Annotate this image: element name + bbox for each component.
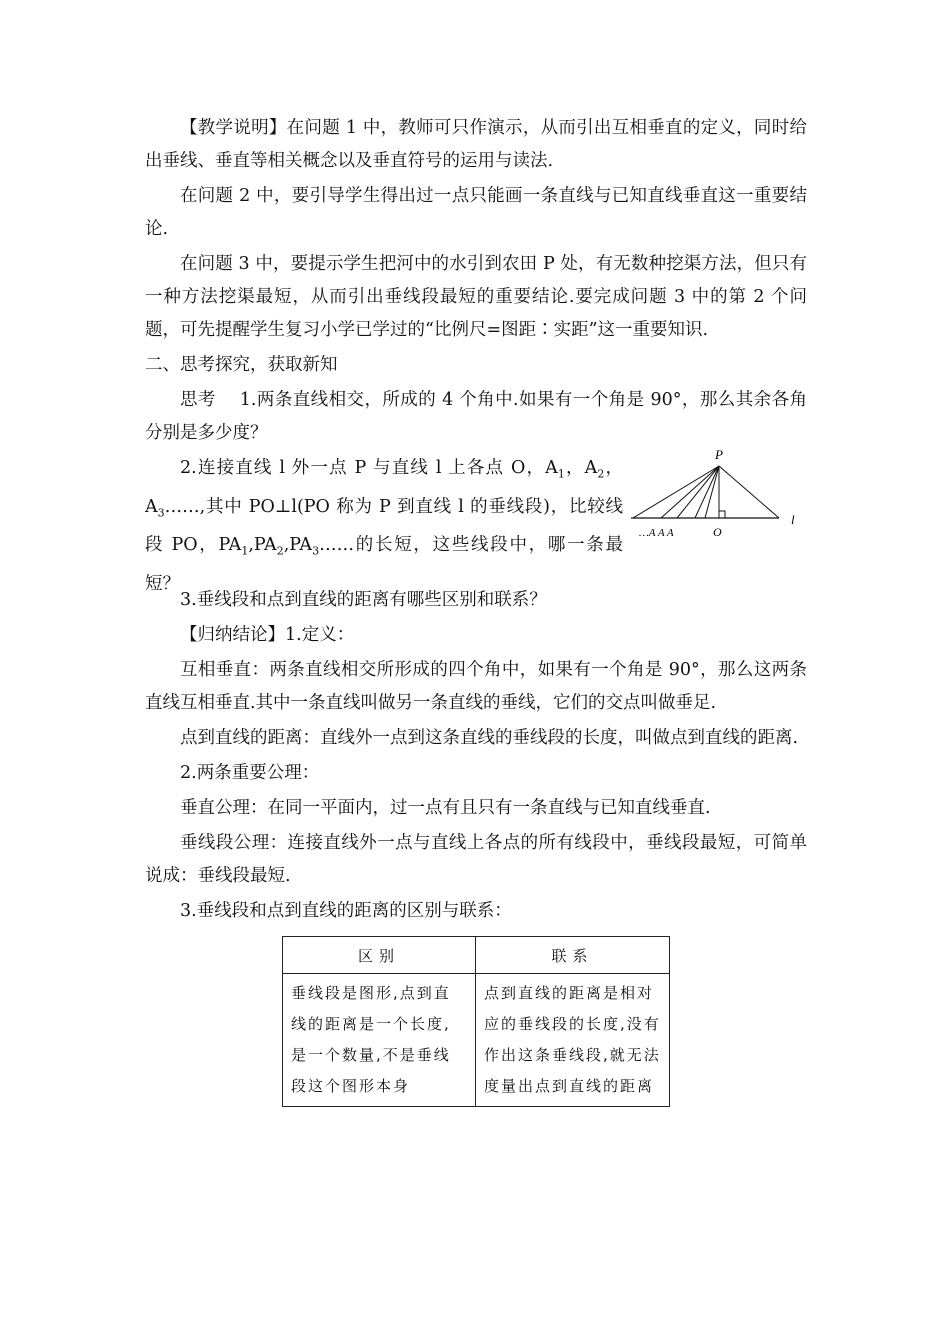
axiom-perpendicular: 垂直公理：在同一平面内，过一点有且只有一条直线与已知直线垂直.: [180, 798, 711, 818]
cell-connection: 点到直线的距离是相对应的垂线段的长度,没有作出这条垂线段,就无法度量出点到直线的距离: [476, 974, 670, 1107]
q2-text-3: ，A: [145, 458, 624, 517]
comparison-heading: 3.垂线段和点到直线的距离的区别与联系：: [180, 901, 512, 921]
perpendicular-segment-figure: [627, 444, 807, 544]
question2-note-paragraph: 在问题 2 中，要引导学生得出过一点只能画一条直线与已知直线垂直这一重要结论.: [145, 186, 807, 239]
think-question-1: 思考 1.两条直线相交，所成的 4 个角中.如果有一个角是 90°，那么其余各角分别是多少度？: [145, 390, 807, 443]
subscript-1: 1: [557, 467, 565, 481]
table-row: [283, 974, 670, 1107]
right-angle-mark: [719, 511, 725, 518]
q2-text-4: ……,其中 PO⊥l(PO 称为 P 到直线 l 的垂线段)，比较线段 PO，PA: [145, 496, 623, 555]
segment-pa-far: [633, 466, 719, 518]
question3-note-paragraph: 在问题 3 中，要提示学生把河中的水引到农田 P 处，有无数种挖渠方法，但只有一种方法挖渠最短，从而引出垂线段最短的重要结论.要完成问题 3 中的第 2 个问题，可先提醒学生复习小学已学过的“比例尺=图距∶实距”这一重要知识.: [145, 254, 807, 340]
segment-right: [719, 466, 779, 518]
label-l: l: [791, 512, 795, 527]
question2-with-figure: [145, 447, 807, 594]
think-question-3: 3.垂线段和点到直线的距离有哪些区别和联系？: [180, 590, 547, 610]
q2-text-5: ,PA: [248, 535, 277, 555]
cell-difference: 垂线段是图形,点到直线的距离是一个长度,是一个数量,不是垂线段这个图形本身: [283, 974, 476, 1107]
label-o: O: [713, 525, 722, 539]
axioms-heading: 2.两条重要公理：: [180, 763, 320, 783]
teaching-note-paragraph: 【教学说明】在问题 1 中，教师可只作演示，从而引出互相垂直的定义，同时给出垂线、垂直等相关概念以及垂直符号的运用与读法.: [145, 118, 807, 171]
section-heading: 二、思考探究，获取新知: [145, 355, 338, 375]
q2-text-7: ……的长短，这些线段中，哪一条最短？: [145, 535, 623, 594]
segment-pa2: [677, 466, 719, 518]
definition-distance: 点到直线的距离：直线外一点到这条直线的垂线段的长度，叫做点到直线的距离.: [180, 728, 799, 748]
subscript-1b: 1: [241, 544, 249, 558]
q2-text-2: ，A: [564, 458, 598, 478]
q2-text-6: ,PA: [283, 535, 313, 555]
think-question-2: [145, 452, 623, 601]
subscript-3: 3: [157, 506, 165, 519]
label-p: P: [715, 447, 723, 462]
comparison-table-wrap: [282, 936, 670, 1107]
header-connection: 联系: [476, 937, 670, 974]
conclusion-heading: 【归纳结论】1.定义：: [180, 625, 355, 645]
subscript-2b: 2: [276, 544, 284, 558]
segment-pa3: [661, 466, 719, 518]
definition-perpendicular: 互相垂直：两条直线相交所形成的四个角中，如果有一个角是 90°，那么这两条直线互相垂直.其中一条直线叫做另一条直线的垂线，它们的交点叫做垂足.: [145, 660, 807, 713]
q2-text-1: 2.连接直线 l 外一点 P 与直线 l 上各点 O，A: [180, 458, 558, 478]
label-a: …A A A: [639, 527, 674, 539]
table-header-row: [283, 937, 670, 974]
comparison-table: [282, 936, 670, 1107]
header-difference: 区别: [283, 937, 476, 974]
subscript-3b: 3: [312, 544, 320, 558]
axiom-shortest-segment: 垂线段公理：连接直线外一点与直线上各点的所有线段中，垂线段最短，可简单说成：垂线段最短.: [145, 833, 807, 886]
subscript-2: 2: [597, 467, 605, 481]
document-page: [145, 112, 807, 1107]
